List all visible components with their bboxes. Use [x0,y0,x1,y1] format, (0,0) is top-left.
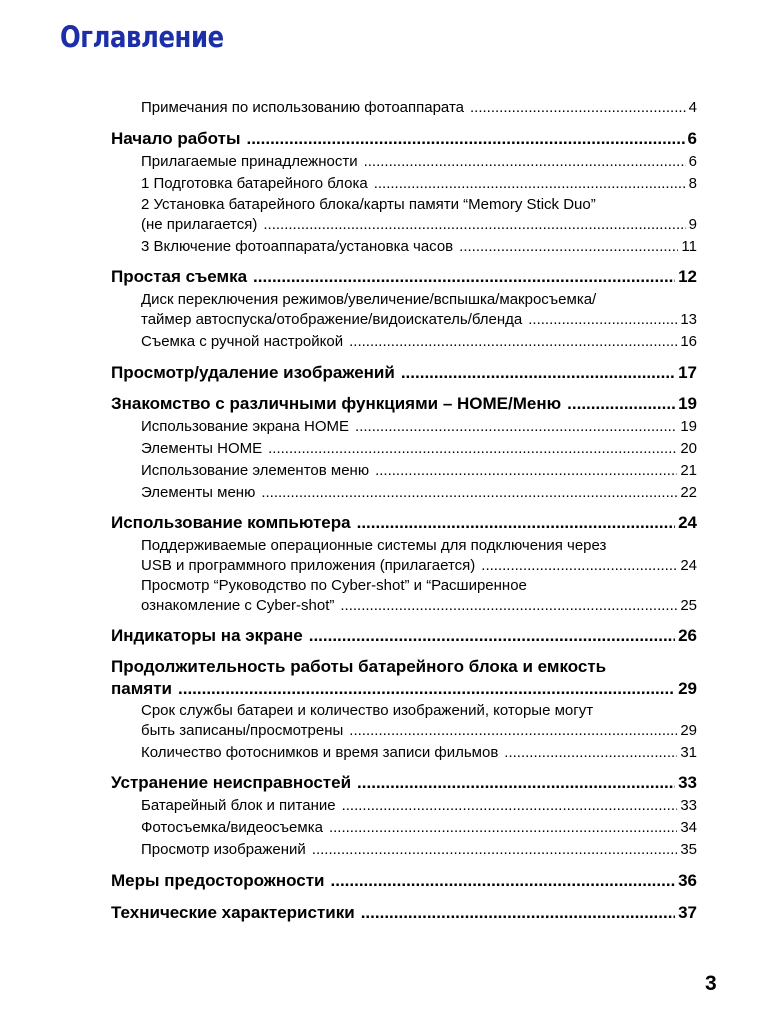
toc-page-number: 6 [687,129,697,148]
toc-entry[interactable] [141,153,697,173]
leader-dots [357,773,675,793]
toc-section[interactable] [111,679,697,699]
leader-dots [401,363,675,383]
toc-section[interactable] [111,626,697,646]
toc-section-title: Индикаторы на экране [111,626,303,645]
toc-entry[interactable] [141,841,697,861]
toc-entry-text: 1 Подготовка батарейного блока [141,175,368,192]
toc-entry-text: USB и программного приложения (прилагается) [141,557,476,574]
page-number: 3 [705,972,717,995]
toc-entry[interactable] [141,484,697,504]
leader-dots [312,841,678,858]
leader-dots [268,440,677,457]
toc-entry-text[interactable]: Срок службы батареи и количество изображений, которые могут [141,702,594,719]
toc-section-title: Начало работы [111,129,241,148]
toc-entry[interactable] [141,462,697,482]
toc-section[interactable] [111,129,697,149]
leader-dots [567,394,675,414]
toc-entry[interactable] [141,744,697,764]
leader-dots [342,797,678,814]
toc-entry[interactable] [141,333,697,353]
toc-entry-text: (не прилагается) [141,216,258,233]
leader-dots [375,462,677,479]
toc-entry[interactable] [141,597,697,617]
toc-page-number: 16 [680,333,697,350]
toc-section[interactable] [111,363,697,383]
toc-entry-text: Фотосъемка/видеосъемка [141,819,323,836]
toc-page-number: 29 [678,679,697,698]
toc-page-number: 33 [678,773,697,792]
toc-page-number: 12 [678,267,697,286]
toc-section-title: Меры предосторожности [111,871,325,890]
toc-section-title: Использование компьютера [111,513,351,532]
toc-entry[interactable] [141,418,697,438]
toc-entry-text[interactable]: Диск переключения режимов/увеличение/вспышка/макросъемка/ [141,291,597,308]
toc-page-number: 33 [680,797,697,814]
toc-entry-text: Батарейный блок и питание [141,797,336,814]
toc-section[interactable] [111,513,697,533]
toc-page-number: 11 [681,238,697,255]
toc-page-number: 17 [678,363,697,382]
toc-page-number: 19 [680,418,697,435]
leader-dots [340,597,677,614]
leader-dots [331,871,676,891]
leader-dots [528,311,677,328]
toc-entry[interactable] [141,238,697,258]
toc-entry[interactable] [141,216,697,236]
toc-entry[interactable] [141,311,697,331]
toc-page-number: 22 [680,484,697,501]
toc-entry[interactable] [141,722,697,742]
toc-entry-text[interactable]: Просмотр “Руководство по Cyber-shot” и “Расширенное [141,577,527,594]
leader-dots [253,267,675,287]
toc-page-number: 8 [688,175,697,192]
toc-entry-text[interactable]: 2 Установка батарейного блока/карты памяти “Memory Stick Duo” [141,196,596,213]
toc-page-number: 26 [678,626,697,645]
toc-page-number: 20 [680,440,697,457]
leader-dots [374,175,686,192]
toc-entry[interactable] [141,175,697,195]
page-title: Оглавление [60,20,224,54]
leader-dots [459,238,678,255]
leader-dots [349,333,677,350]
leader-dots [261,484,677,501]
toc-entry-text[interactable]: Поддерживаемые операционные системы для подключения через [141,537,607,554]
leader-dots [364,153,686,170]
toc-entry-text: Просмотр изображений [141,841,306,858]
toc-page-number: 29 [680,722,697,739]
toc-section[interactable] [111,903,697,923]
leader-dots [481,557,677,574]
toc-section-title: Просмотр/удаление изображений [111,363,395,382]
toc-entry-text: таймер автоспуска/отображение/видоискатель/бленда [141,311,523,328]
toc-entry[interactable] [141,797,697,817]
toc-entry-text: Примечания по использованию фотоаппарата [141,99,464,116]
toc-page-number: 19 [678,394,697,413]
leader-dots [329,819,677,836]
toc-entry[interactable] [141,557,697,577]
toc-entry[interactable] [141,819,697,839]
toc-entry-text: ознакомление с Cyber-shot” [141,597,335,614]
toc-page-number: 34 [680,819,697,836]
toc-entry-text: Использование экрана HOME [141,418,350,435]
toc-entry-text: быть записаны/просмотрены [141,722,344,739]
leader-dots [355,418,677,435]
toc-entry[interactable] [141,99,697,119]
toc-section-title: Знакомство с различными функциями – HOME/Меню [111,394,562,413]
toc-section[interactable] [111,267,697,287]
toc-section[interactable] [111,394,697,414]
toc-section-title: Устранение неисправностей [111,773,352,792]
toc-page-number: 31 [680,744,697,761]
toc-entry-text: Прилагаемые принадлежности [141,153,358,170]
leader-dots [357,513,675,533]
leader-dots [470,99,686,116]
toc-section[interactable] [111,871,697,891]
toc-page-number: 21 [680,462,697,479]
toc-section[interactable] [111,773,697,793]
toc-page-number: 37 [678,903,697,922]
toc-entry[interactable] [141,440,697,460]
toc-entry-text: Использование элементов меню [141,462,370,479]
toc-page-number: 36 [678,871,697,890]
toc-entry-text: 3 Включение фотоаппарата/установка часов [141,238,454,255]
toc-page-number: 9 [688,216,697,233]
toc-entry-text: Съемка с ручной настройкой [141,333,344,350]
leader-dots [309,626,675,646]
toc-section-title[interactable]: Продолжительность работы батарейного блока и емкость [111,657,607,676]
toc-entry-text: Элементы меню [141,484,256,501]
leader-dots [361,903,675,923]
toc-section-title: Простая съемка [111,267,248,286]
toc-section-title: Технические характеристики [111,903,355,922]
toc-page-number: 6 [688,153,697,170]
toc-page-number: 35 [680,841,697,858]
leader-dots [178,679,675,699]
toc-page-number: 24 [680,557,697,574]
toc-entry-text: Количество фотоснимков и время записи фильмов [141,744,499,761]
leader-dots [504,744,677,761]
toc-page-number: 13 [680,311,697,328]
leader-dots [246,129,684,149]
toc-page-number: 24 [678,513,697,532]
leader-dots [263,216,685,233]
toc-section-title: памяти [111,679,172,698]
toc-page-number: 25 [680,597,697,614]
toc-entry-text: Элементы HOME [141,440,263,457]
leader-dots [349,722,677,739]
toc-page-number: 4 [688,99,697,116]
